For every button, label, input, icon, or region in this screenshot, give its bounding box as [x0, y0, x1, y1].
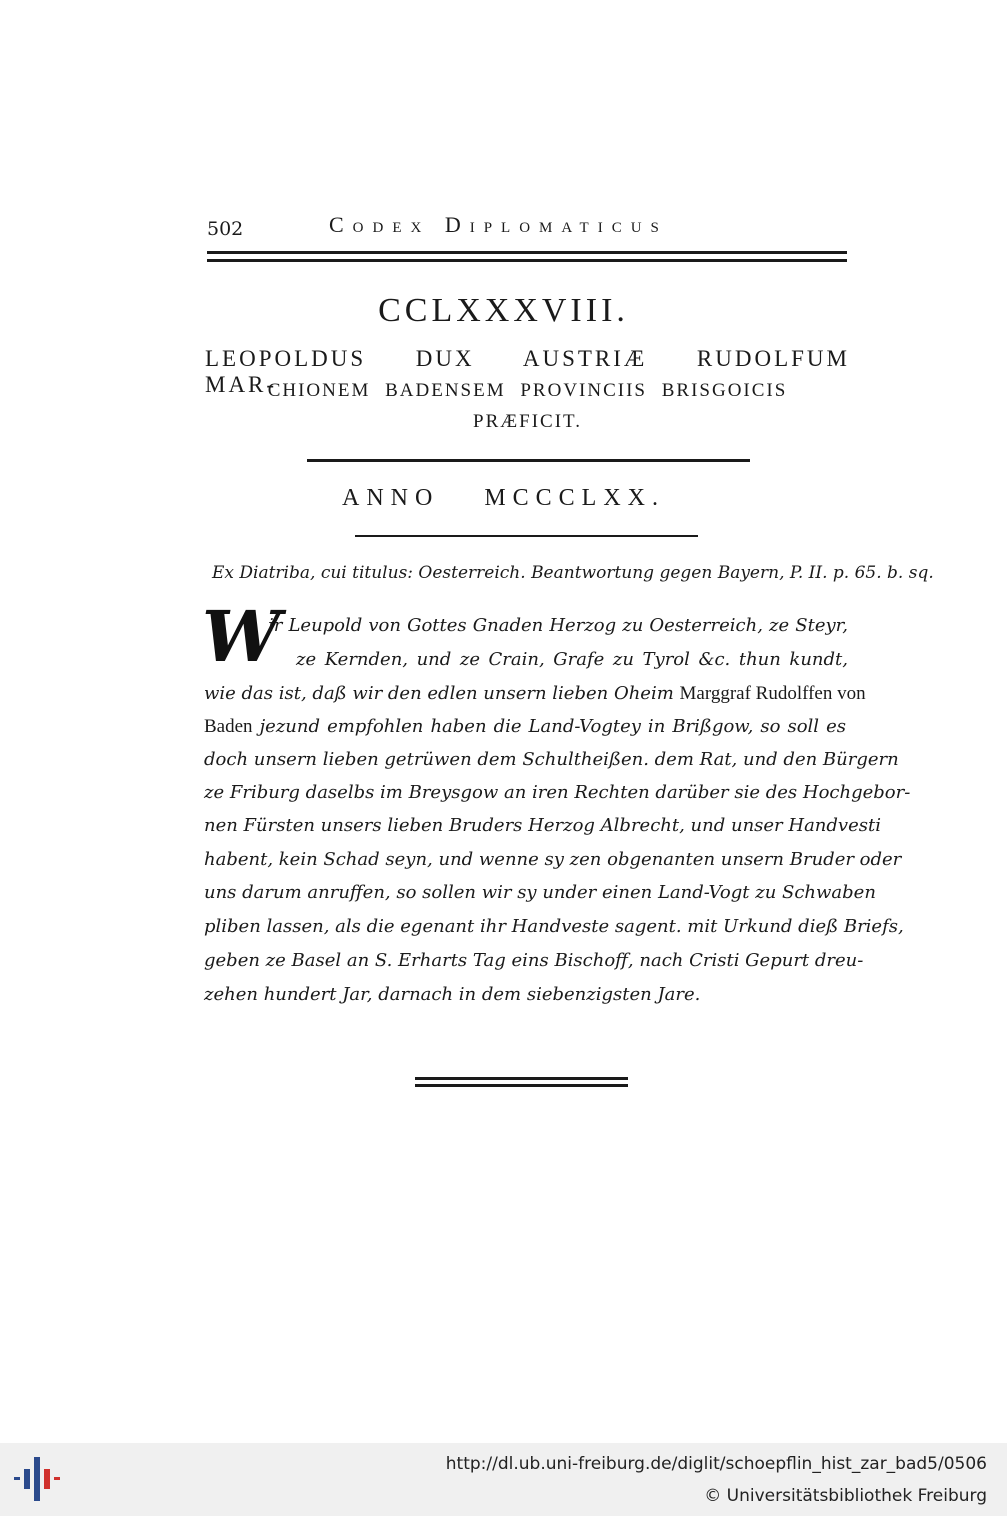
charter-number: CCLXXXVIII.: [378, 292, 629, 329]
body-line: zehen hundert Jar, darnach in dem siebenzigsten Jare.: [204, 984, 701, 1005]
body-line: uns darum anruffen, so sollen wir sy under einen Land-Vogt zu Schwaben: [204, 882, 876, 903]
body-line: pliben lassen, als die egenant ihr Handveste sagent. mit Urkund dieß Briefs,: [204, 916, 904, 937]
body-line: ir Leupold von Gottes Gnaden Herzog zu Oesterreich, ze Steyr,: [268, 615, 848, 636]
end-ornament-rule-bottom: [415, 1084, 628, 1087]
body-line-italic-part: wie das ist, daß wir den edlen unsern lieben Oheim: [204, 683, 674, 704]
year-divider: [355, 535, 698, 537]
footer-bar: [0, 1443, 1007, 1516]
end-ornament-rule-top: [415, 1077, 628, 1080]
header-rule-bottom: [207, 259, 847, 262]
running-title: Codex Diplomaticus: [329, 212, 668, 237]
source-citation: Ex Diatriba, cui titulus: Oesterreich. Beantwortung gegen Bayern, P. II. p. 65. b. sq.: [212, 563, 934, 583]
body-line-roman-part: Marggraf Rudolffen von: [679, 683, 866, 704]
body-line-roman-part: Baden: [204, 716, 253, 737]
body-line: geben ze Basel an S. Erharts Tag eins Bischoff, nach Cristi Gepurt dreu-: [204, 950, 864, 971]
copyright-notice: © Universitätsbibliothek Freiburg: [704, 1486, 987, 1506]
library-logo-icon: [14, 1457, 64, 1501]
body-line: ze Kernden, und ze Crain, Grafe zu Tyrol &c. thun kundt,: [296, 649, 848, 670]
body-line: doch unsern lieben getrüwen dem Schultheißen. dem Rat, und den Bürgern: [204, 749, 899, 770]
body-line-italic-part: jezund empfohlen haben die Land-Vogtey in Brißgow, so soll es: [259, 716, 846, 737]
page-number: 502: [207, 218, 244, 240]
drop-cap-initial: W: [202, 595, 281, 678]
running-head: [207, 212, 847, 242]
body-line: ze Friburg daselbs im Breysgow an iren Rechten darüber sie des Hochgebor-: [204, 782, 911, 803]
charter-heading-line-3: PRÆFICIT.: [473, 411, 582, 432]
section-divider: [307, 459, 750, 462]
header-rule-top: [207, 251, 847, 254]
body-line: nen Fürsten unsers lieben Bruders Herzog Albrecht, und unser Handvesti: [204, 815, 881, 836]
charter-heading-line-2: CHIONEM BADENSEM PROVINCIIS BRISGOICIS: [267, 380, 788, 401]
body-line: [204, 682, 866, 706]
body-line: [204, 715, 846, 739]
charter-year: ANNO MCCCLXX.: [341, 485, 665, 511]
body-line: habent, kein Schad seyn, und wenne sy zen obgenanten unsern Bruder oder: [204, 849, 902, 870]
permalink-url[interactable]: http://dl.ub.uni-freiburg.de/diglit/schoepflin_hist_zar_bad5/0506: [445, 1454, 987, 1474]
charter-heading-line-1: LEOPOLDUS DUX AUSTRIÆ RUDOLFUM MAR-: [205, 346, 850, 397]
